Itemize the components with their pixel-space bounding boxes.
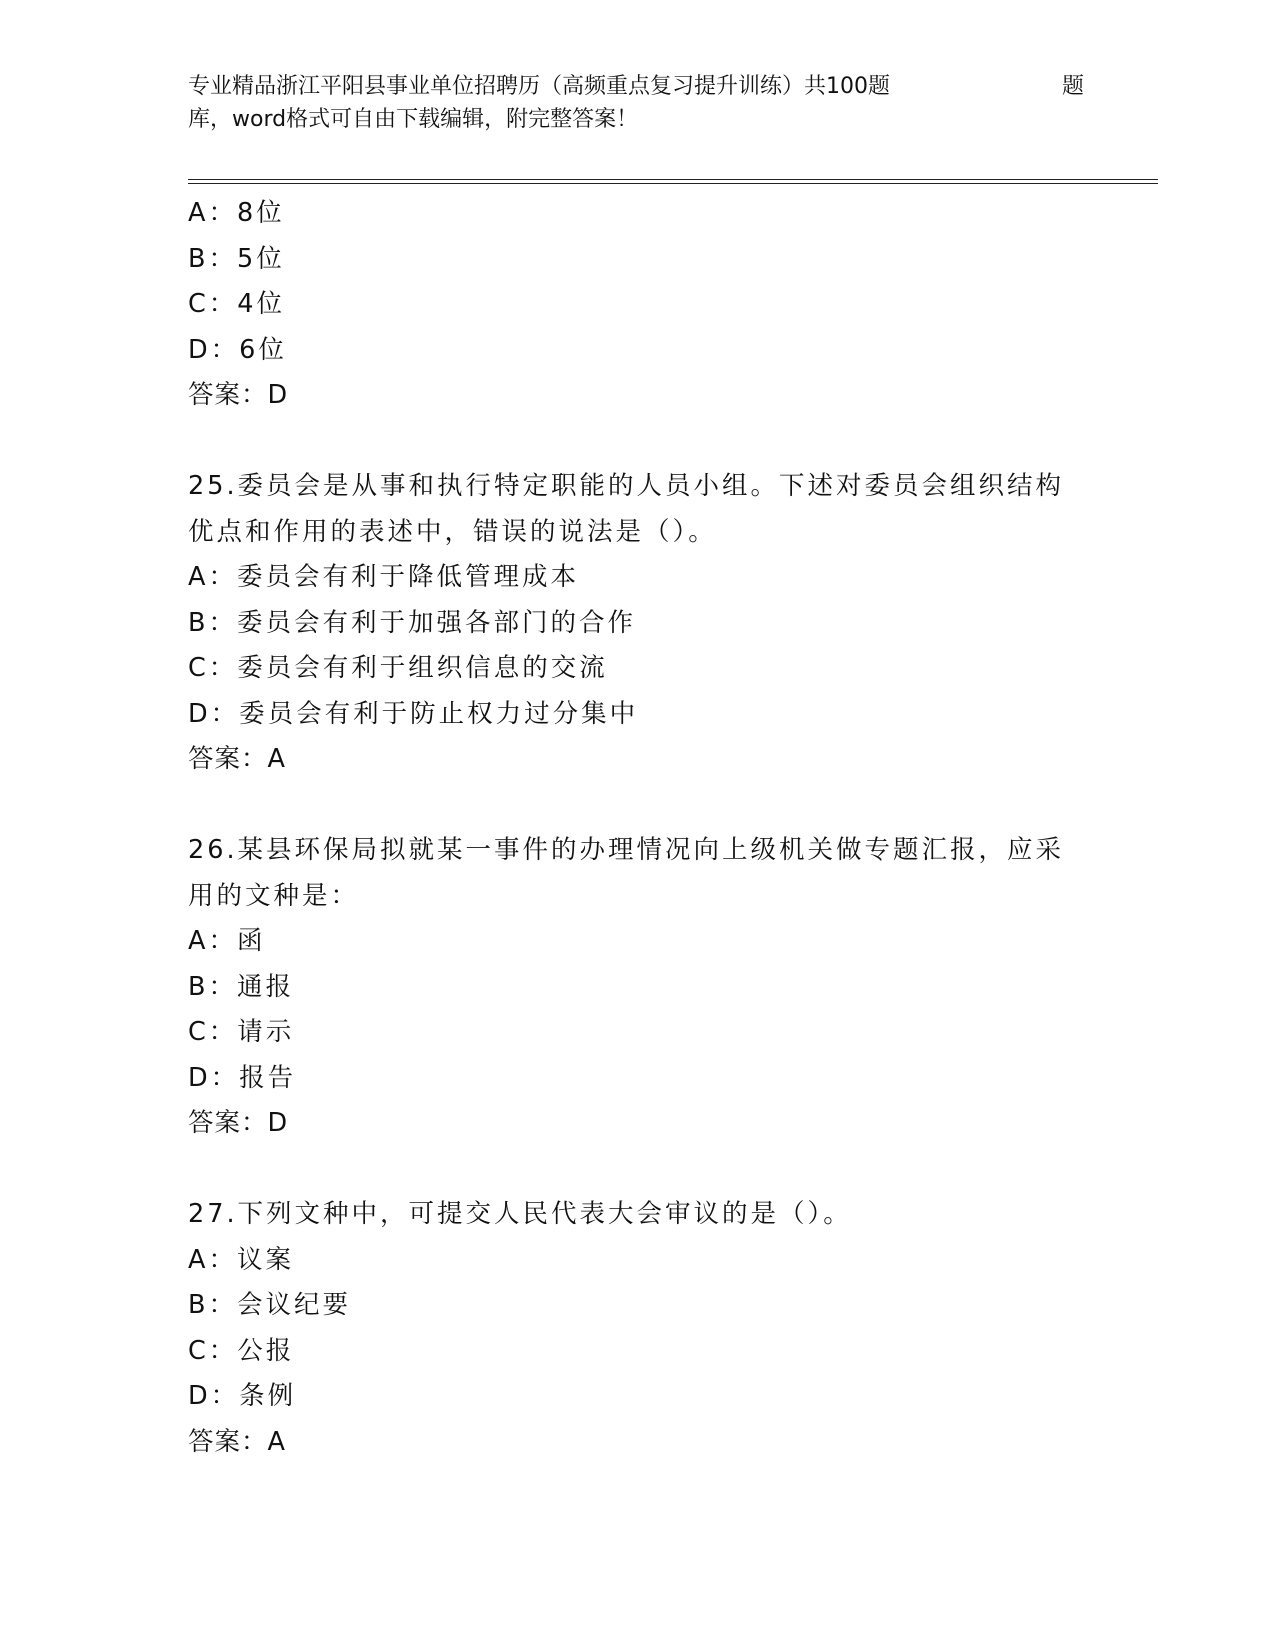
- option-a: A：委员会有利于降低管理成本: [188, 562, 579, 592]
- option-c: C：4位: [188, 289, 286, 319]
- question-stem-line-1: 27.下列文种中，可提交人民代表大会审议的是（）。: [188, 1199, 852, 1229]
- header-line-1: [188, 70, 1108, 103]
- option-d: D：委员会有利于防止权力过分集中: [188, 698, 639, 729]
- answer-line: 答案：A: [188, 744, 286, 774]
- option-a: A：8位: [188, 198, 285, 228]
- question-25-block: [188, 464, 1088, 783]
- option-b: B：会议纪要: [188, 1290, 351, 1320]
- option-d: D：条例: [188, 1381, 297, 1411]
- option-b: B：5位: [188, 243, 285, 274]
- option-c: C：公报: [188, 1335, 295, 1366]
- spacer: [188, 783, 1088, 829]
- question-26-block: [188, 828, 1088, 1147]
- option-d: D：6位: [188, 334, 287, 365]
- question-stem-line-2: 优点和作用的表述中，错误的说法是（）。: [188, 516, 717, 547]
- option-d: D：报告: [188, 1062, 297, 1093]
- answer-line: 答案：D: [188, 380, 289, 410]
- header-title-text: 专业精品浙江平阳县事业单位招聘历（高频重点复习提升训练）共100题: [188, 74, 890, 99]
- header-line-2: 库，word格式可自由下载编辑，附完整答案！: [188, 107, 639, 132]
- option-c: C：委员会有利于组织信息的交流: [188, 653, 608, 683]
- spacer: [188, 419, 1088, 465]
- question-stem-line-1: 26.某县环保局拟就某一事件的办理情况向上级机关做专题汇报，应采: [188, 835, 1065, 865]
- header-divider-bottom: [188, 183, 1158, 184]
- header-divider-top: [188, 179, 1158, 180]
- option-b: B：通报: [188, 971, 294, 1002]
- question-27-block: [188, 1192, 1088, 1465]
- document-header: [188, 70, 1108, 136]
- answer-line: 答案：D: [188, 1108, 289, 1138]
- option-a: A：议案: [188, 1244, 294, 1275]
- option-a: A：函: [188, 926, 266, 956]
- spacer: [188, 1147, 1088, 1193]
- option-c: C：请示: [188, 1017, 295, 1047]
- header-title-tail: 题: [1062, 74, 1085, 99]
- answer-line: 答案：A: [188, 1426, 286, 1457]
- question-stem-line-2: 用的文种是：: [188, 880, 360, 911]
- question-24-block: [188, 191, 1088, 419]
- option-b: B：委员会有利于加强各部门的合作: [188, 607, 636, 638]
- question-list: [188, 191, 1088, 1465]
- question-stem-line-1: 25.委员会是从事和执行特定职能的人员小组。下述对委员会组织结构: [188, 471, 1065, 501]
